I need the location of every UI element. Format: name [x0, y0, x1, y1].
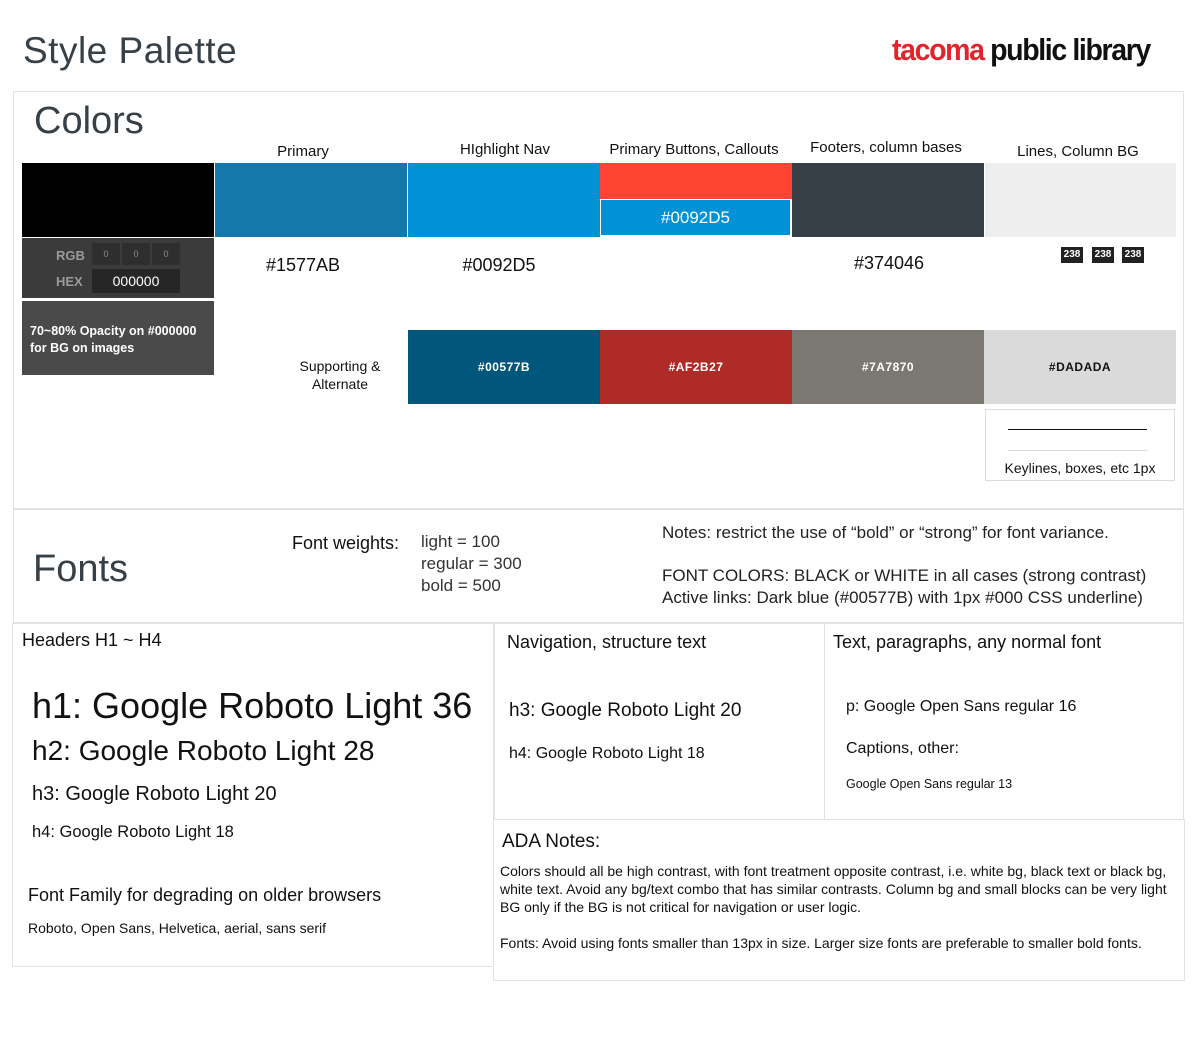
nav-h3-sample: h3: Google Roboto Light 20 [509, 700, 742, 721]
supporting-gray-swatch [792, 330, 984, 404]
lines-label: Lines, Column BG [1017, 143, 1139, 160]
ada-notes-title: ADA Notes: [502, 831, 601, 852]
supporting-gray-hex: #7A7870 [861, 360, 915, 374]
callout-blue-hex: #0092D5 [660, 208, 730, 227]
highlight-nav-label: HIghlight Nav [459, 141, 551, 158]
keyline-light [1008, 450, 1147, 451]
font-family-list: Roboto, Open Sans, Helvetica, aerial, sans serif [28, 920, 327, 936]
captions-title: Captions, other: [846, 740, 959, 757]
fonts-heading: Fonts [33, 548, 129, 590]
callout-red-swatch [600, 163, 792, 199]
font-notes-colors: FONT COLORS: BLACK or WHITE in all cases (strong contrast) [662, 566, 1147, 585]
captions-sample: Google Open Sans regular 13 [846, 777, 1013, 791]
highlight-nav-hex: #0092D5 [462, 255, 536, 275]
colors-heading: Colors [34, 100, 144, 142]
rgb-badge-b: 238 [1122, 247, 1144, 263]
callout-blue-swatch [600, 199, 791, 236]
rgb-g-value: 0 [122, 243, 150, 265]
headers-panel-title: Headers H1 ~ H4 [22, 630, 162, 650]
column-bg-swatch [985, 163, 1176, 237]
logo-word-public-library: public library [983, 32, 1150, 67]
primary-hex: #1577AB [265, 255, 341, 275]
opacity-note: 70~80% Opacity on #000000 for BG on images [30, 324, 197, 355]
hex-value: 000000 [92, 269, 180, 293]
page-title: Style Palette [23, 30, 238, 71]
primary-label: Primary [277, 143, 329, 160]
black-swatch [22, 163, 214, 237]
primary-swatch [215, 163, 407, 237]
primary-buttons-label: Primary Buttons, Callouts [609, 141, 779, 158]
text-panel-title: Text, paragraphs, any normal font [833, 632, 1102, 652]
supporting-label: Supporting & Alternate [299, 358, 381, 392]
footers-label: Footers, column bases [810, 139, 962, 156]
font-notes-links: Active links: Dark blue (#00577B) with 1px #000 CSS underline) [662, 588, 1143, 607]
hex-label: HEX [56, 274, 83, 289]
opacity-note-box [22, 301, 214, 375]
supporting-dark-blue-hex: #00577B [477, 360, 531, 374]
logo-word-tacoma: tacoma [892, 32, 984, 67]
font-family-title: Font Family for degrading on older browsers [28, 885, 382, 905]
ada-contrast-note: Colors should all be high contrast, with font treatment opposite contrast, i.e. white bg, black text or black bg, white text. Avoid any bg/text combo that has similar contrasts. Column bg and small blocks can be very light BG only if the BG is not critical for navigation or user logic. [500, 863, 1167, 915]
library-logo [892, 32, 1150, 68]
footer-hex: #374046 [853, 253, 925, 273]
rgb-label: RGB [56, 248, 85, 263]
h3-sample: h3: Google Roboto Light 20 [32, 783, 277, 805]
rgb-r-value: 0 [92, 243, 120, 265]
rgb-hex-panel [22, 238, 214, 298]
footer-swatch [792, 163, 984, 237]
font-weight-regular: regular = 300 [421, 554, 522, 573]
rgb-badge-r: 238 [1061, 247, 1083, 263]
font-weight-bold: bold = 500 [421, 576, 501, 595]
h2-sample: h2: Google Roboto Light 28 [32, 735, 375, 766]
keylines-label: Keylines, boxes, etc 1px [1004, 460, 1156, 476]
supporting-dark-blue-swatch [408, 330, 600, 404]
font-weight-light: light = 100 [421, 532, 500, 551]
keylines-box [985, 409, 1175, 481]
rgb-b-value: 0 [152, 243, 180, 265]
rgb-badge-g: 238 [1092, 247, 1114, 263]
supporting-light-gray-hex: #DADADA [1048, 360, 1112, 374]
paragraph-sample: p: Google Open Sans regular 16 [846, 698, 1077, 715]
supporting-dark-red-hex: #AF2B27 [668, 360, 724, 374]
font-notes-restrict: Notes: restrict the use of “bold” or “strong” for font variance. [662, 523, 1109, 542]
supporting-light-gray-swatch [984, 330, 1176, 404]
supporting-dark-red-swatch [600, 330, 792, 404]
h4-sample: h4: Google Roboto Light 18 [32, 823, 234, 841]
nav-h4-sample: h4: Google Roboto Light 18 [509, 745, 705, 762]
navigation-panel-title: Navigation, structure text [507, 632, 707, 652]
font-weights-label: Font weights: [292, 533, 400, 553]
keyline-dark [1008, 429, 1147, 430]
highlight-nav-swatch [408, 163, 600, 237]
h1-sample: h1: Google Roboto Light 36 [32, 685, 473, 726]
ada-font-size-note: Fonts: Avoid using fonts smaller than 13px in size. Larger size fonts are preferable to smaller bold fonts. [500, 935, 1142, 951]
